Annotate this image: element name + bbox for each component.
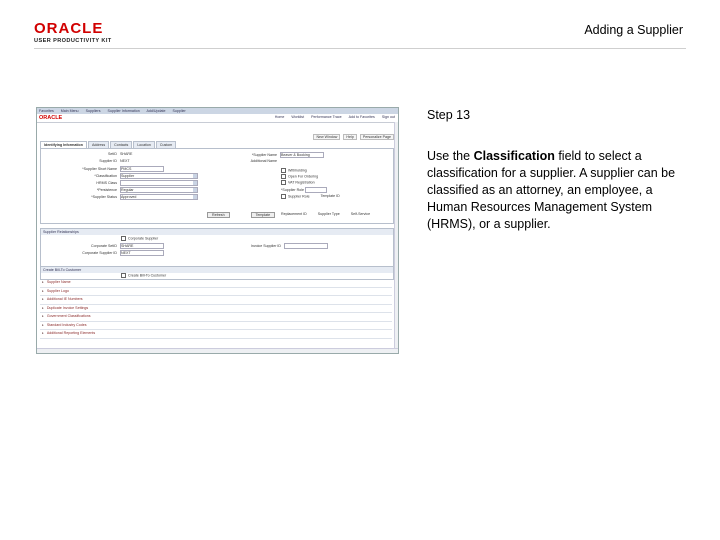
supplier-id-value: NEXT [120, 159, 130, 163]
supplier-relationships-title: Supplier Relationships [41, 229, 393, 235]
supplier-id-row [81, 159, 130, 163]
setid-value: SHARE [120, 152, 133, 156]
links-row [281, 212, 370, 216]
create-bill-to-customer-title: Create Bill-To Customer [41, 267, 393, 273]
section-supplier-name[interactable]: ▸ Supplier Name [40, 279, 392, 288]
invoice-supplier-row [241, 243, 328, 249]
breadcrumb-item[interactable]: Suppliers [85, 109, 101, 113]
supplier-relationships-section [40, 228, 394, 268]
app-logo: ORACLE [39, 115, 63, 121]
hrms-class-row [81, 180, 198, 186]
supplier-name-input[interactable]: Beaver & Booking [280, 152, 324, 158]
supplier-role-2-label: Supplier Role [288, 194, 310, 199]
help-link[interactable]: Help [343, 134, 356, 140]
tab-custom[interactable]: Custom [156, 141, 176, 148]
horizontal-scrollbar[interactable] [37, 348, 398, 353]
invoice-supplier-input[interactable] [284, 243, 328, 249]
sign-out-link[interactable]: Sign out [381, 115, 395, 119]
classification-row [81, 173, 198, 179]
supplier-id-label: Supplier ID [99, 159, 117, 163]
status-row [81, 194, 198, 200]
section-duplicate-invoice-settings[interactable]: ▸ Duplicate Invoice Settings [40, 305, 392, 314]
corporate-supplier-id-label: Corporate Supplier ID [82, 250, 117, 255]
short-name-input[interactable]: PMCS [120, 166, 164, 172]
tab-bar [40, 141, 177, 148]
supplier-role-label: *Supplier Role [281, 187, 304, 192]
supplier-name-row [241, 152, 324, 158]
tab-identifying-information[interactable]: Identifying Information [40, 141, 87, 148]
corporate-supplier-id-row [71, 250, 164, 256]
refresh-button[interactable]: Refresh [207, 212, 230, 218]
supplier-type-link[interactable]: Supplier Type [317, 212, 340, 216]
section-additional-ie-numbers[interactable]: ▸ Additional IE Numbers [40, 296, 392, 305]
withholding-checkbox[interactable] [281, 168, 286, 173]
supplier-role-2-row [281, 194, 340, 199]
breadcrumb-item[interactable]: Main Menu [60, 109, 79, 113]
top-links [269, 115, 395, 119]
instruction-prefix: Use the [427, 149, 474, 163]
self-service-link[interactable]: Self-Service [350, 212, 371, 216]
new-window-link[interactable]: New Window [313, 134, 340, 140]
section-supplier-logo[interactable]: ▸ Supplier Logo [40, 288, 392, 297]
withholding-label: Withholding [288, 168, 307, 173]
short-name-label: *Supplier Short Name [82, 166, 117, 171]
open-for-ordering-row [281, 174, 318, 179]
create-bill-to-checkbox[interactable] [121, 273, 126, 278]
breadcrumb-item[interactable]: Add/Update [146, 109, 166, 113]
corporate-supplier-checkbox[interactable] [121, 236, 126, 241]
section-standard-industry-codes[interactable]: ▸ Standard Industry Codes [40, 322, 392, 331]
collapsed-sections [40, 279, 392, 339]
breadcrumb-item[interactable]: Supplier [172, 109, 186, 113]
short-name-row [81, 166, 164, 172]
corporate-setid-input[interactable]: SHARE [120, 243, 164, 249]
corporate-supplier-id-input[interactable]: NEXT [120, 250, 164, 256]
status-dropdown[interactable]: Approved [120, 194, 198, 200]
application-screenshot [36, 107, 399, 354]
supplier-role-input[interactable] [305, 187, 327, 193]
tab-location[interactable]: Location [133, 141, 155, 148]
corporate-supplier-row [121, 236, 158, 241]
template-button[interactable]: Template [251, 212, 276, 218]
vat-registration-checkbox[interactable] [281, 180, 286, 185]
corporate-supplier-label: Corporate Supplier [128, 236, 159, 241]
section-government-classifications[interactable]: ▸ Government Classifications [40, 313, 392, 322]
personalize-page-link[interactable]: Personalize Page [360, 134, 394, 140]
performance-trace-link[interactable]: Performance Trace [311, 115, 342, 119]
instruction-text [427, 148, 689, 233]
vertical-scrollbar[interactable] [394, 122, 398, 348]
replacement-id-link[interactable]: Replacement ID [281, 212, 307, 216]
instruction-field-name: Classification [473, 149, 555, 163]
vat-registration-label: VAT Registration [288, 180, 315, 185]
breadcrumb-item[interactable]: Supplier Information [107, 109, 140, 113]
tab-address[interactable]: Address [88, 141, 109, 148]
identifying-info-panel [40, 148, 394, 224]
step-label: Step 13 [427, 108, 471, 122]
hrms-class-dropdown[interactable] [120, 180, 198, 186]
supplier-name-label: *Supplier Name [251, 152, 277, 157]
oracle-upk-logo [34, 22, 126, 44]
action-buttons [207, 212, 275, 218]
instruction-suffix: field to select a classification for a supplier. A supplier can be classified as an attorney, an employee, a Human Resources Management System (HRMS), or a supplier. [427, 149, 676, 231]
corporate-setid-row [71, 243, 164, 249]
supplier-role-row [281, 187, 327, 193]
withholding-row [281, 168, 307, 173]
persistence-label: *Persistence [96, 187, 117, 192]
persistence-dropdown[interactable]: Regular [120, 187, 198, 193]
corporate-setid-label: Corporate SetID [91, 243, 117, 248]
create-bill-to-label: Create Bill-To Customer [128, 273, 167, 278]
status-label: *Supplier Status [91, 194, 117, 199]
invoice-supplier-label: Invoice Supplier ID [250, 243, 281, 248]
breadcrumb-item[interactable]: Favorites [39, 109, 54, 113]
persistence-row [81, 187, 198, 193]
additional-name-row [241, 159, 279, 163]
section-additional-reporting-elements[interactable]: ▸ Additional Reporting Elements [40, 330, 392, 339]
worklist-link[interactable]: Worklist [291, 115, 305, 119]
oracle-logo-word: ORACLE [34, 20, 104, 37]
page-title: Adding a Supplier [584, 23, 683, 37]
tab-contacts[interactable]: Contacts [110, 141, 132, 148]
open-for-ordering-checkbox[interactable] [281, 174, 286, 179]
page-toolbar [311, 134, 394, 140]
header-divider [34, 48, 686, 49]
setid-label: SetID [108, 152, 117, 156]
add-to-favorites-link[interactable]: Add to Favorites [348, 115, 375, 119]
create-bill-to-row [121, 273, 166, 278]
logo-subtitle: USER PRODUCTIVITY KIT [34, 38, 112, 44]
open-for-ordering-label: Open For Ordering [288, 174, 319, 179]
create-bill-to-customer-section [40, 266, 394, 280]
home-link[interactable]: Home [274, 115, 285, 119]
template-id-label: Template ID [320, 194, 340, 199]
vat-registration-row [281, 180, 315, 185]
supplier-role-checkbox[interactable] [281, 194, 286, 199]
classification-label: *Classification [94, 173, 117, 178]
hrms-class-label: HRMS Class [96, 180, 117, 185]
classification-dropdown[interactable]: Supplier [120, 173, 198, 179]
setid-row [81, 152, 132, 156]
additional-name-label: Additional Name [250, 159, 277, 163]
app-header [37, 114, 398, 123]
